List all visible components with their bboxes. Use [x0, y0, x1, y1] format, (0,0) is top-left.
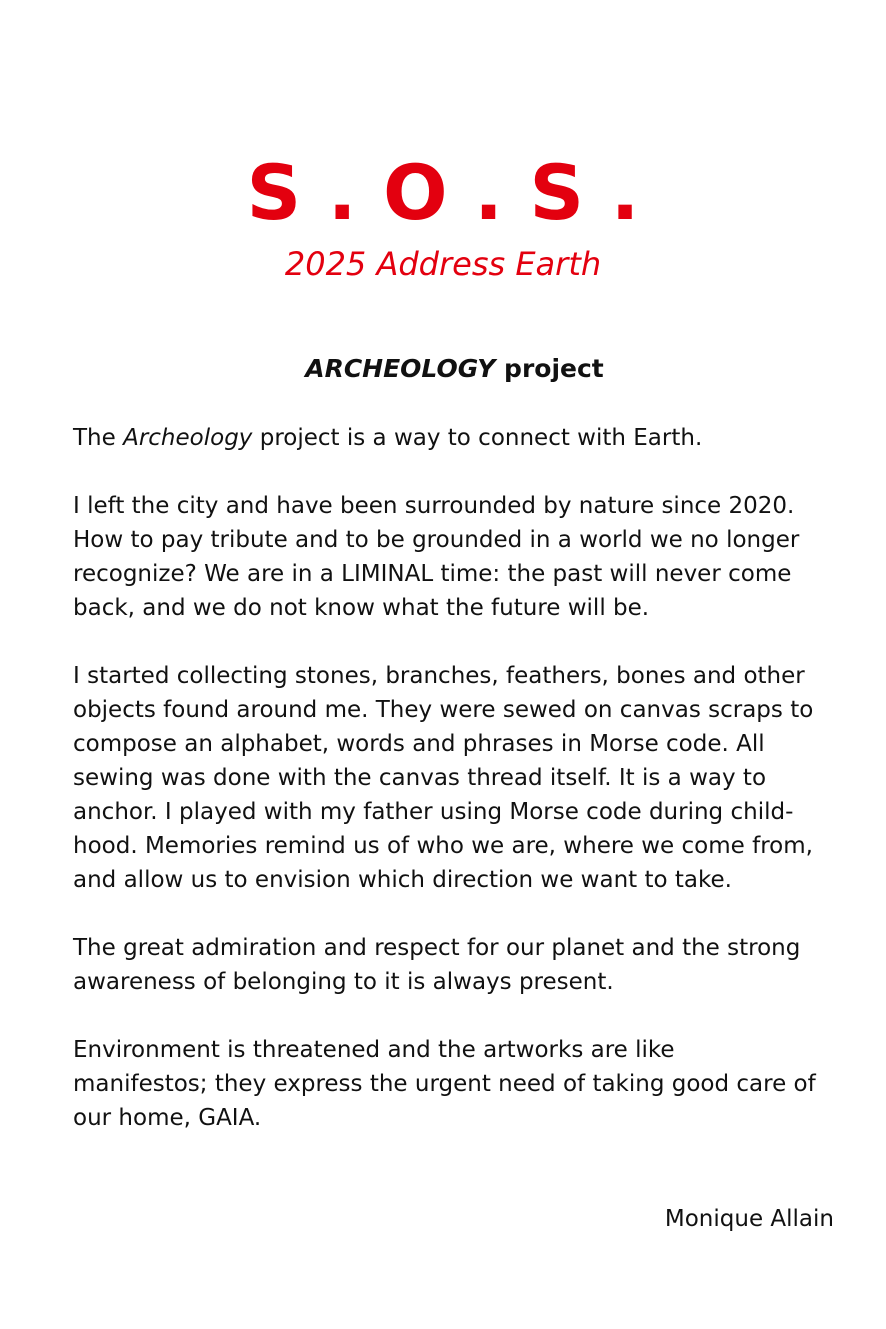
- page-title: S . O . S .: [246, 148, 640, 237]
- intro-suffix: project is a way to connect with Earth.: [252, 425, 703, 451]
- intro-paragraph: [73, 421, 843, 455]
- paragraph-line: anchor. I played with my father using Morse code during child-: [73, 799, 794, 825]
- paragraph-line: recognize? We are in a LIMINAL time: the past will never come: [73, 561, 792, 587]
- section-heading: [0, 352, 886, 386]
- paragraph-line: I left the city and have been surrounded by nature since 2020.: [73, 493, 795, 519]
- paragraph-line: back, and we do not know what the future will be.: [73, 595, 650, 621]
- paragraph-line: hood. Memories remind us of who we are, where we come from,: [73, 833, 813, 859]
- section-heading-rest: project: [495, 354, 604, 383]
- intro-emphasis: Archeology: [123, 425, 253, 451]
- paragraph-line: I started collecting stones, branches, feathers, bones and other: [73, 663, 805, 689]
- paragraph-line: and allow us to envision which direction we want to take.: [73, 867, 732, 893]
- intro-line: [73, 421, 843, 455]
- paragraph-line: The great admiration and respect for our planet and the strong: [73, 935, 801, 961]
- paragraph-line: objects found around me. They were sewed on canvas scraps to: [73, 697, 814, 723]
- paragraph-line: compose an alphabet, words and phrases in Morse code. All: [73, 731, 765, 757]
- paragraph-environment: [73, 1033, 843, 1135]
- paragraph-morse: [73, 659, 843, 897]
- section-heading-emphasis: ARCHEOLOGY: [305, 354, 496, 383]
- paragraph-line: How to pay tribute and to be grounded in a world we no longer: [73, 527, 800, 553]
- page-subtitle: 2025 Address Earth: [284, 245, 602, 283]
- paragraph-line: sewing was done with the canvas thread itself. It is a way to: [73, 765, 767, 791]
- paragraph-liminal: [73, 489, 843, 625]
- paragraph-line: manifestos; they express the urgent need of taking good care of: [73, 1071, 816, 1097]
- body-text: [73, 421, 843, 1169]
- paragraph-line: awareness of belonging to it is always present.: [73, 969, 614, 995]
- author-signature: Monique Allain: [664, 1206, 834, 1232]
- paragraph-admiration: [73, 931, 843, 999]
- intro-prefix: The: [73, 425, 124, 451]
- paragraph-line: our home, GAIA.: [73, 1105, 262, 1131]
- paragraph-line: Environment is threatened and the artworks are like: [73, 1037, 675, 1063]
